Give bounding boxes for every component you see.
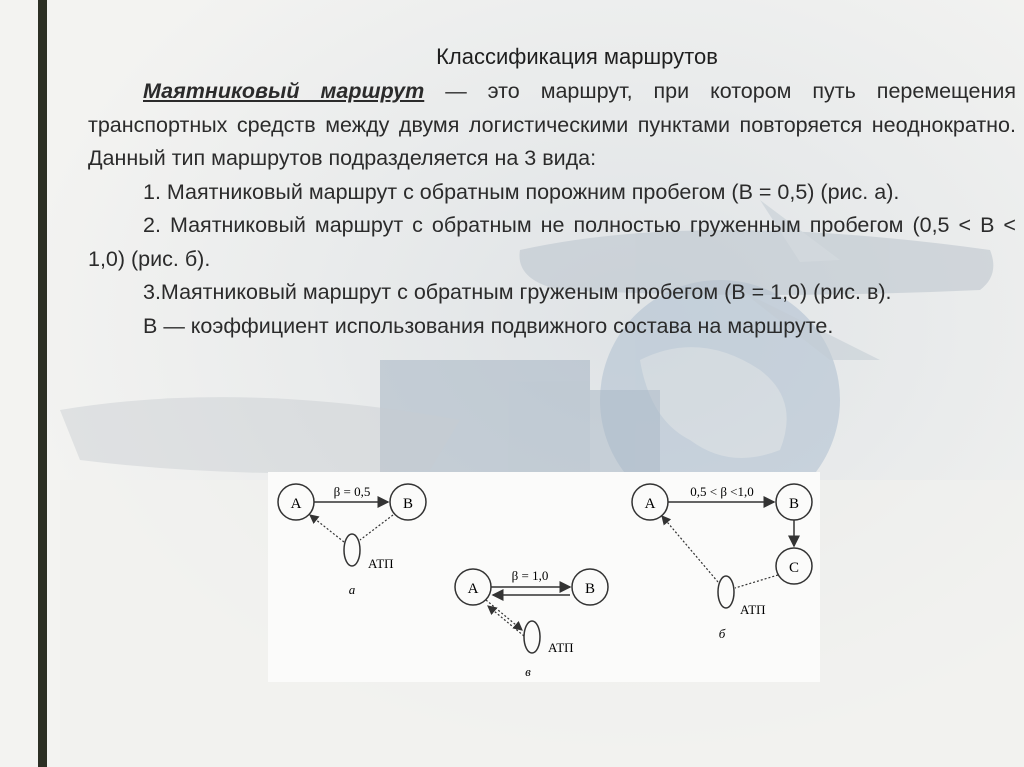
caption-a: а <box>348 582 356 597</box>
diagram-b <box>632 484 812 641</box>
definition-term: Маятниковый маршрут <box>143 79 425 103</box>
edge-b-depot <box>360 515 393 540</box>
slide-title: Классификация маршрутов <box>436 44 718 69</box>
node-c-label: С <box>788 560 800 576</box>
route-diagrams <box>268 472 820 682</box>
edge-depot-a <box>662 516 718 582</box>
depot-label: АТП <box>740 602 766 617</box>
beta-label: β = 1,0 <box>511 568 549 583</box>
beta-label: β = 0,5 <box>333 484 371 499</box>
depot-ellipse <box>718 576 734 608</box>
list-item: 3.Маятниковый маршрут с обратным груженым пробегом (В = 1,0) (рис. в). <box>143 280 892 304</box>
depot-ellipse <box>344 534 360 566</box>
edge-c-depot <box>735 575 778 588</box>
node-a-label: А <box>467 581 479 597</box>
caption-b: б <box>718 626 726 641</box>
route-diagrams-figure <box>268 472 820 682</box>
note-paragraph: В — коэффициент использования подвижного состава на маршруте. <box>143 313 834 338</box>
depot-label: АТП <box>368 556 394 571</box>
diagram-a <box>278 484 426 597</box>
depot-label: АТП <box>548 640 574 655</box>
node-a-label: А <box>644 496 656 512</box>
beta-label: 0,5 < β <1,0 <box>690 484 754 499</box>
definition-paragraph <box>88 75 1016 176</box>
list-item: 1. Маятниковый маршрут с обратным порожним пробегом (В = 0,5) (рис. а). <box>143 179 900 204</box>
slide-body <box>88 75 1016 343</box>
depot-ellipse <box>524 621 540 653</box>
caption-v: в <box>525 664 531 679</box>
list-item: 2. Маятниковый маршрут с обратным не полностью груженным пробегом (0,5 < В < 1,0) (рис. б). <box>88 213 1016 271</box>
edge-depot-a <box>310 515 344 542</box>
edge-depot-a <box>488 606 524 636</box>
left-accent-bar <box>38 0 47 767</box>
node-a-label: А <box>290 496 302 512</box>
node-b-label: В <box>402 496 414 512</box>
edge-a-depot <box>486 600 522 630</box>
definition-text: — это маршрут, при котором путь перемещения транспортных средств между двумя логистическими пунктами повторяется неоднократно. Данный тип маршрутов подразделяется на 3 вида: <box>88 79 1016 170</box>
node-b-label: В <box>788 496 800 512</box>
diagram-v <box>455 568 608 679</box>
node-b-label: В <box>584 581 596 597</box>
